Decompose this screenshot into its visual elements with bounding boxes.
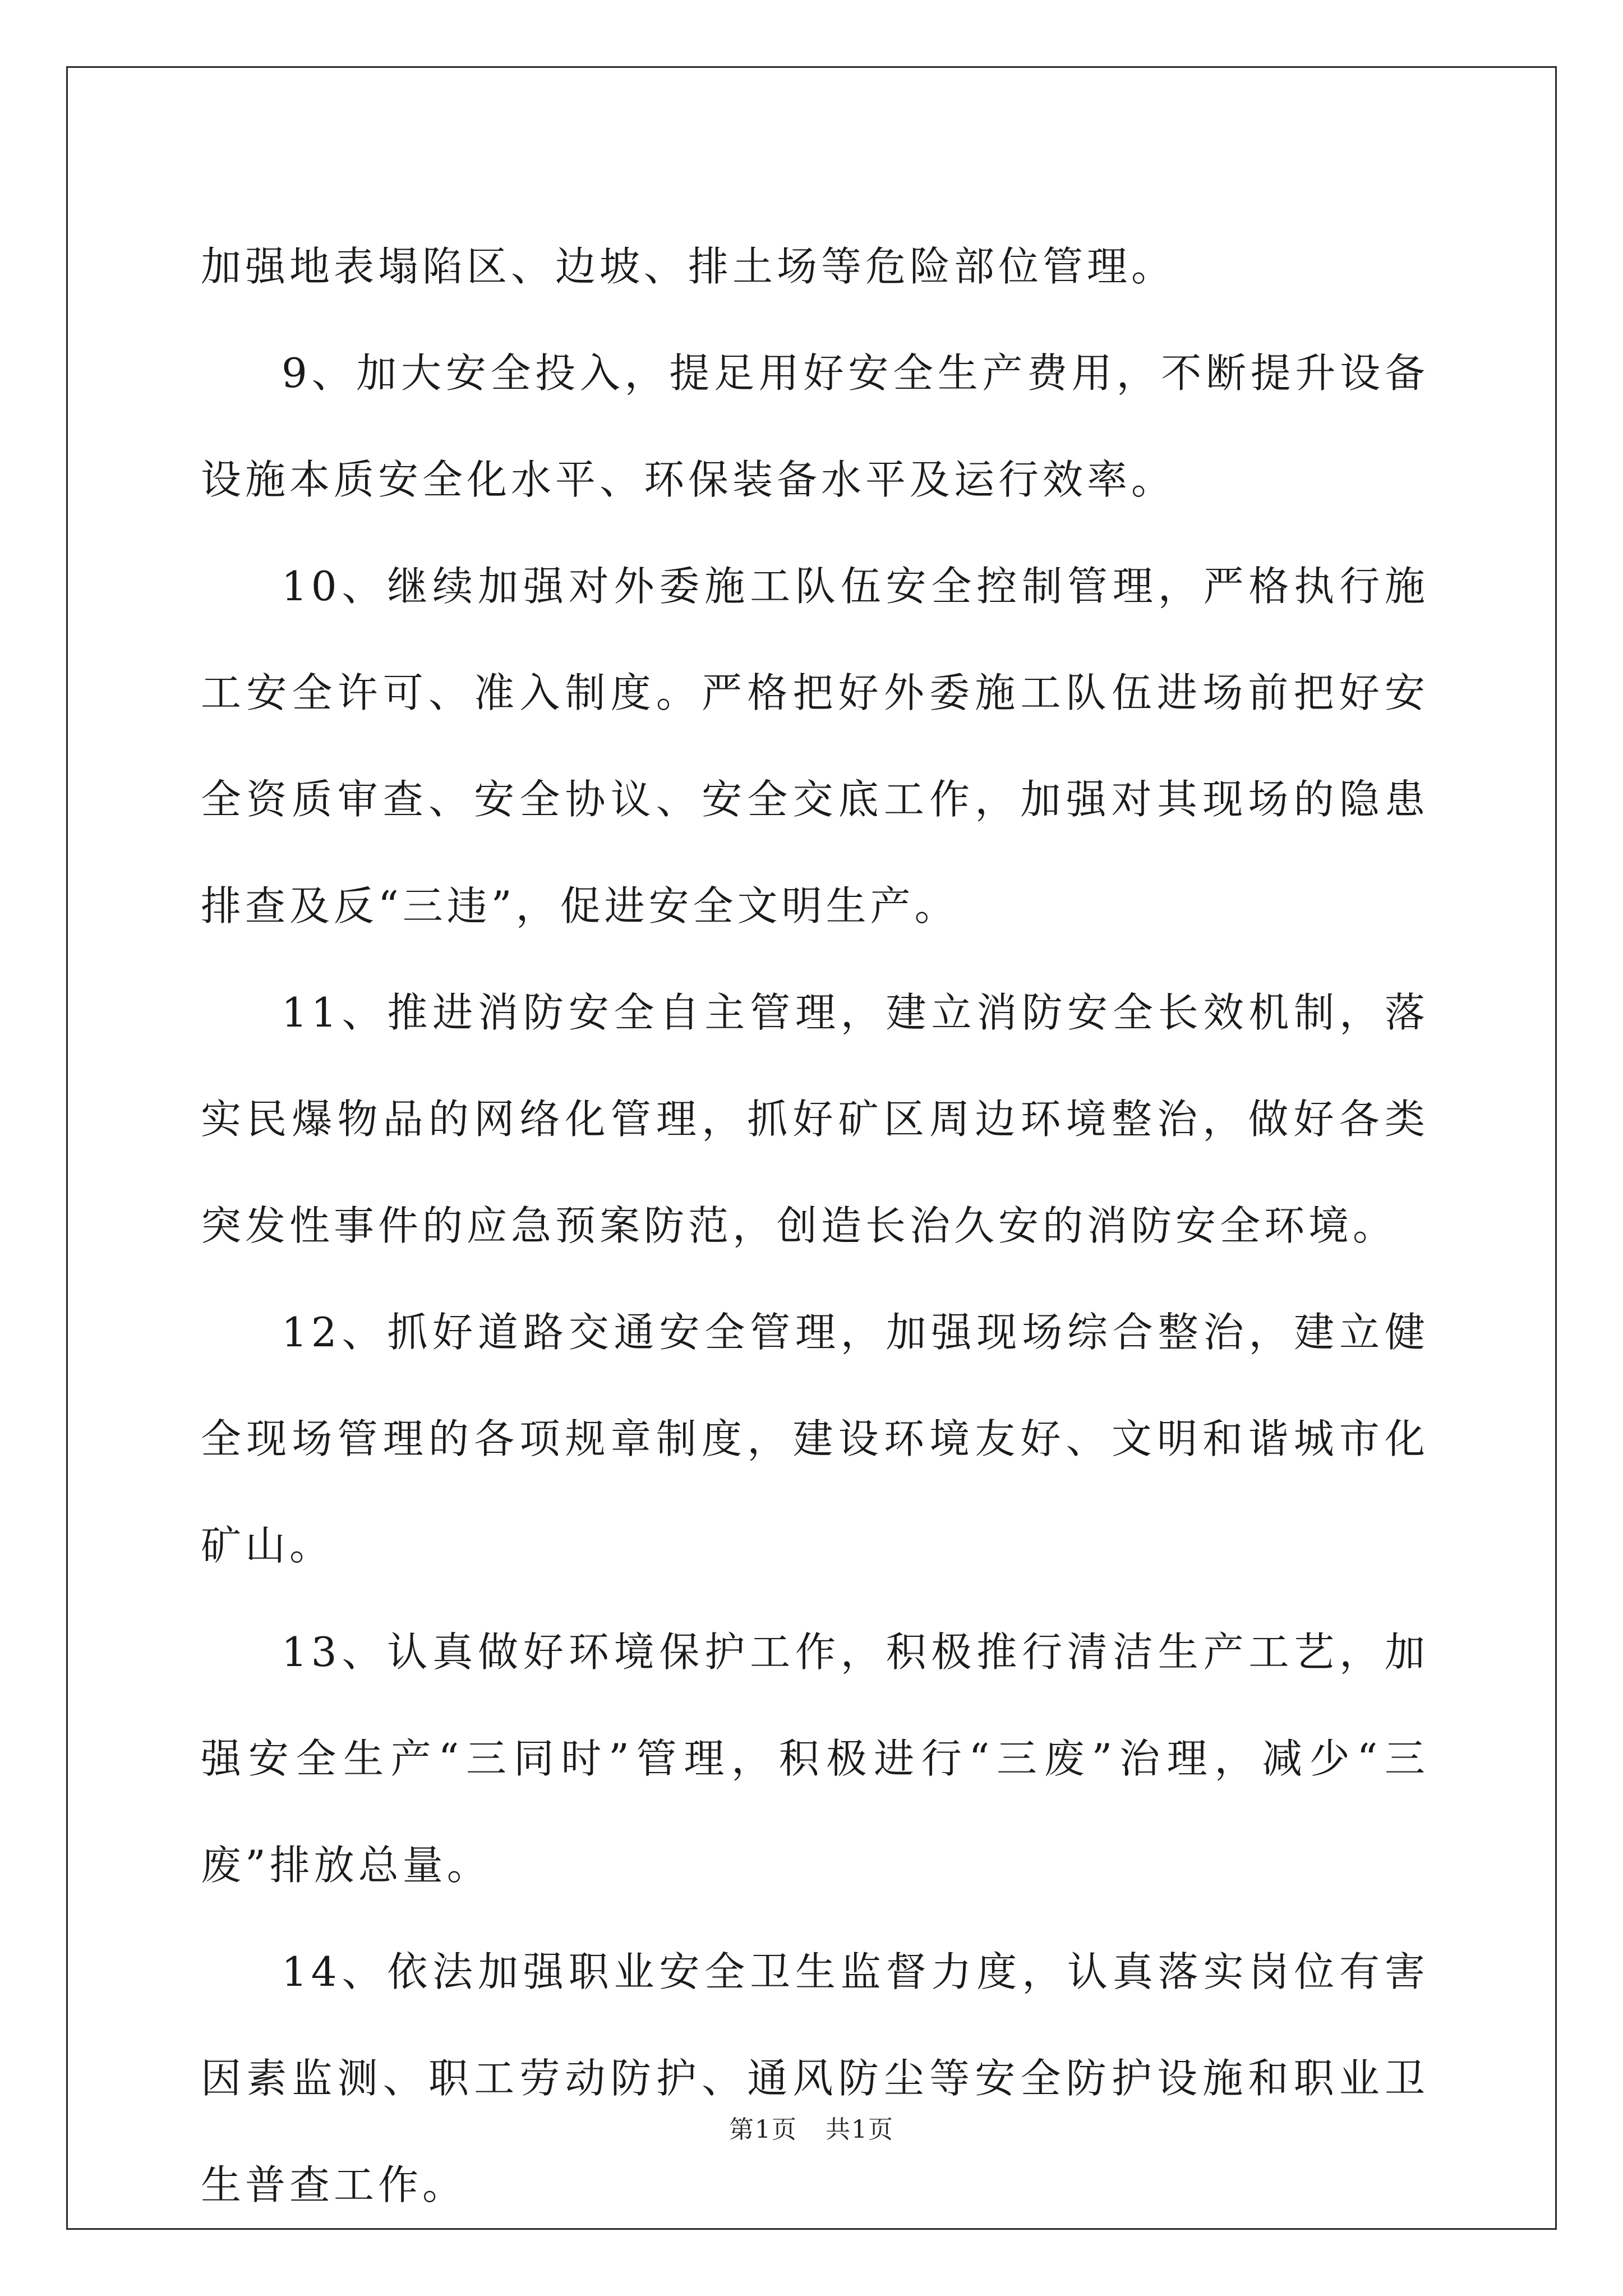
paragraph-continuation: 加强地表塌陷区、边坡、排土场等危险部位管理。 [201,243,1176,290]
paragraph-item-14: 14、依法加强职业安全卫生监督力度，认真落实岗位有害因素监测、职工劳动防护、通风防尘等安全防护设施和职业卫生普查工作。 [201,1948,1429,2208]
paragraph-item-9: 9、加大安全投入，提足用好安全生产费用，不断提升设备设施本质安全化水平、环保装备水平及运行效率。 [201,349,1429,503]
paragraph-item-10: 10、继续加强对外委施工队伍安全控制管理，严格执行施工安全许可、准入制度。严格把好外委施工队伍进场前把好安全资质审查、安全协议、安全交底工作，加强对其现场的隐患排查及反“三违”，促进安全文明生产。 [201,563,1429,930]
page-total: 共1页 [826,2115,894,2144]
paragraph-item-13: 13、认真做好环境保护工作，积极推行清洁生产工艺，加强安全生产“三同时”管理，积极进行“三废”治理，减少“三废”排放总量。 [201,1628,1429,1889]
document-body [201,213,1429,2238]
paragraph-item-11: 11、推进消防安全自主管理，建立消防安全长效机制，落实民爆物品的网络化管理，抓好矿区周边环境整治，做好各类突发性事件的应急预案防范，创造长治久安的消防安全环境。 [201,989,1429,1249]
paragraph-item-12: 12、抓好道路交通安全管理，加强现场综合整治，建立健全现场管理的各项规章制度，建设环境友好、文明和谐城市化矿山。 [201,1309,1429,1569]
page-footer [0,2109,1623,2145]
page-number: 第1页 [729,2115,797,2144]
